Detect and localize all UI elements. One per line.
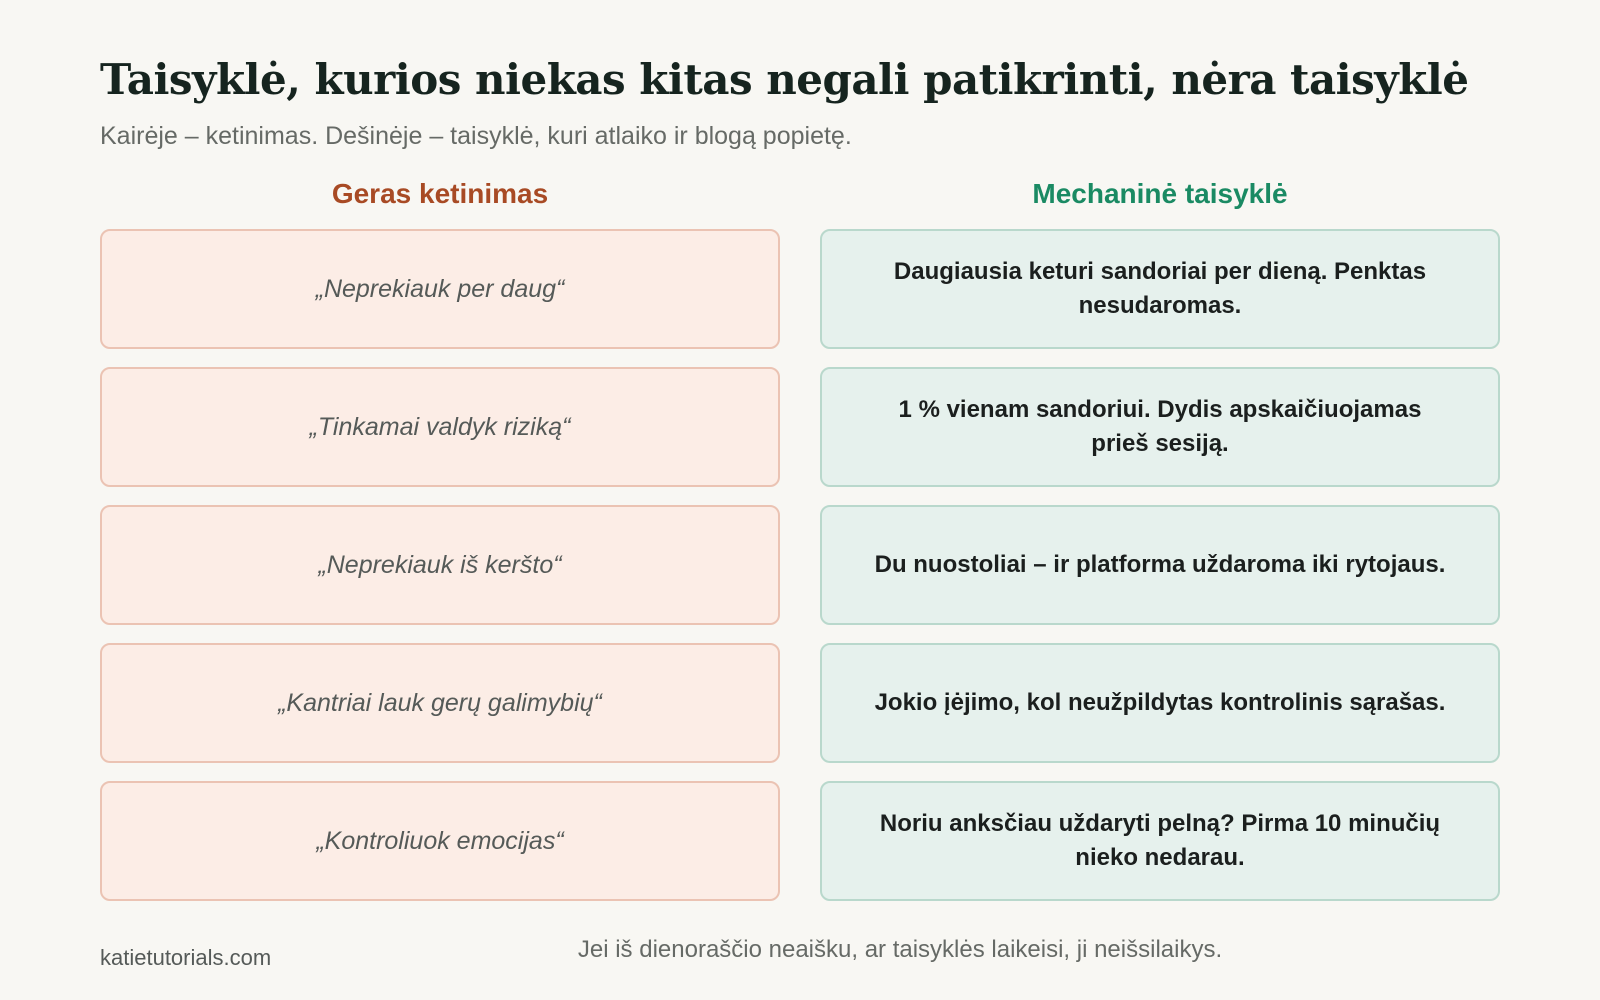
rule-column (820, 229, 1500, 919)
rule-card: Jokio įėjimo, kol neužpildytas kontrolinis sąrašas. (820, 643, 1500, 763)
footer-site: katietutorials.com (100, 945, 272, 970)
page-subtitle: Kairėje – ketinimas. Dešinėje – taisyklė, kuri atlaiko ir blogą popietę. (100, 122, 852, 150)
rule-card: Daugiausia keturi sandoriai per dieną. Penktas nesudaromas. (820, 229, 1500, 349)
rule-card: Noriu anksčiau uždaryti pelną? Pirma 10 minučių nieko nedarau. (820, 781, 1500, 901)
intent-card: „Tinkamai valdyk riziką“ (100, 367, 780, 487)
footer-note: Jei iš dienoraščio neaišku, ar taisyklės laikeisi, ji neišsilaikys. (577, 936, 1223, 963)
rule-column-heading: Mechaninė taisyklė (1032, 178, 1288, 209)
intent-card: „Neprekiauk per daug“ (100, 229, 780, 349)
rule-card: Du nuostoliai – ir platforma uždaroma iki rytojaus. (820, 505, 1500, 625)
page-title: Taisyklė, kurios niekas kitas negali patikrinti, nėra taisyklė (100, 55, 1469, 104)
intent-card: „Kantriai lauk gerų galimybių“ (100, 643, 780, 763)
intent-column (100, 229, 780, 919)
intent-card: „Kontroliuok emocijas“ (100, 781, 780, 901)
intent-column-heading: Geras ketinimas (331, 178, 549, 209)
rule-card: 1 % vienam sandoriui. Dydis apskaičiuojamas prieš sesiją. (820, 367, 1500, 487)
intent-card: „Neprekiauk iš keršto“ (100, 505, 780, 625)
